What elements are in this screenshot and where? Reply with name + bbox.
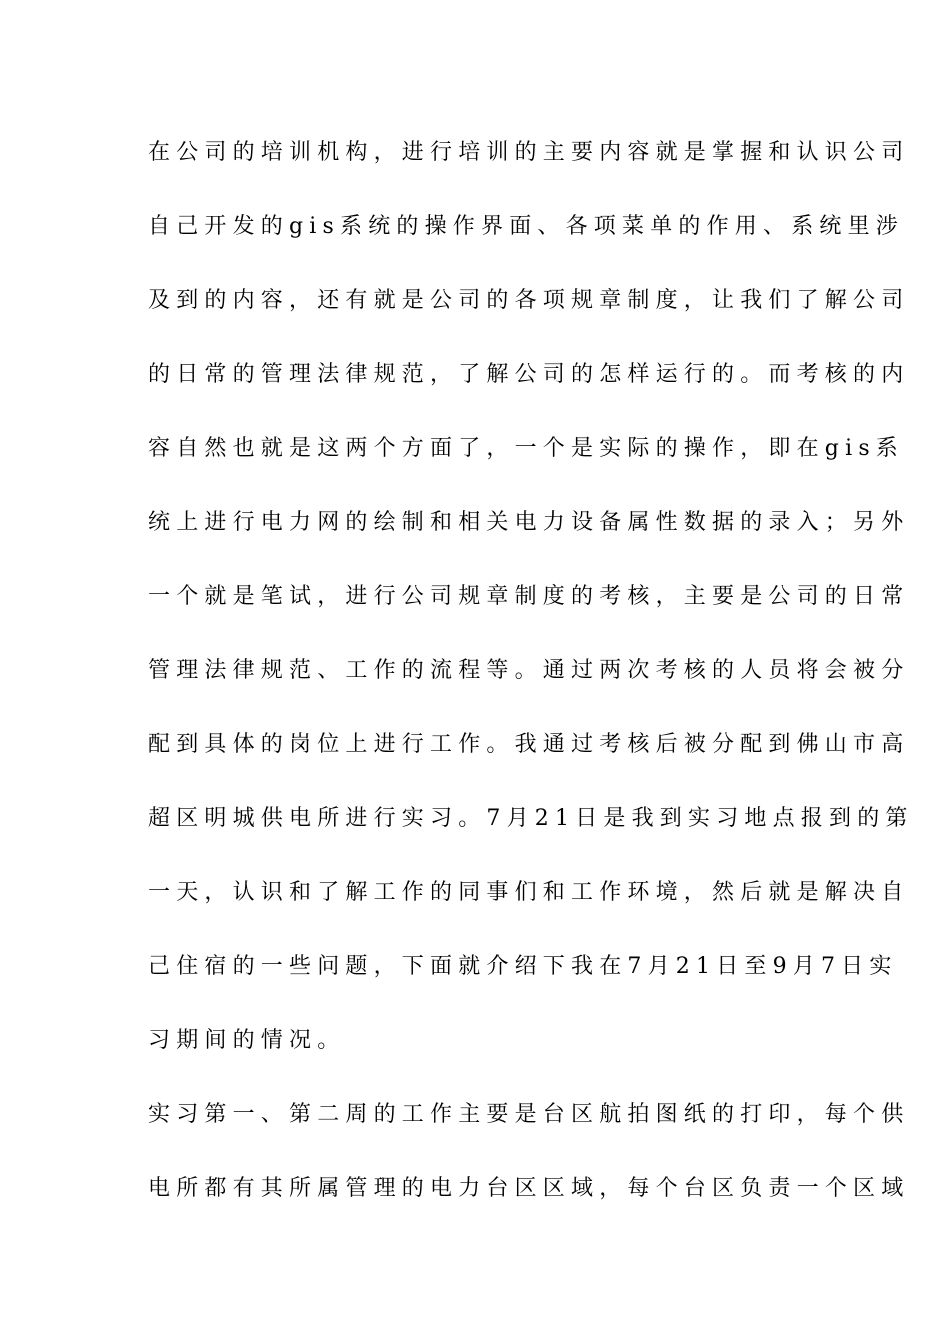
text-line: 及到的内容，还有就是公司的各项规章制度，让我们了解公司 xyxy=(148,288,910,313)
text-line: 己住宿的一些问题，下面就介绍下我在7月21日至9月7日实 xyxy=(148,954,898,979)
text-line: 自己开发的gis系统的操作界面、各项菜单的作用、系统里涉 xyxy=(148,214,905,239)
text-line: 一天，认识和了解工作的同事们和工作环境，然后就是解决自 xyxy=(148,880,910,905)
text-line: 实习第一、第二周的工作主要是台区航拍图纸的打印，每个供 xyxy=(148,1102,910,1127)
text-line: 管理法律规范、工作的流程等。通过两次考核的人员将会被分 xyxy=(148,658,910,683)
text-line: 配到具体的岗位上进行工作。我通过考核后被分配到佛山市高 xyxy=(148,732,910,757)
text-line: 一个就是笔试，进行公司规章制度的考核，主要是公司的日常 xyxy=(148,584,910,609)
text-line: 电所都有其所属管理的电力台区区域，每个台区负责一个区域 xyxy=(148,1176,910,1201)
text-line: 的日常的管理法律规范，了解公司的怎样运行的。而考核的内 xyxy=(148,362,910,387)
text-line: 超区明城供电所进行实习。7月21日是我到实习地点报到的第 xyxy=(148,806,914,831)
body-text xyxy=(148,133,914,1243)
text-line: 容自然也就是这两个方面了，一个是实际的操作，即在gis系 xyxy=(148,436,905,461)
text-line: 在公司的培训机构，进行培训的主要内容就是掌握和认识公司 xyxy=(148,140,910,165)
text-line: 统上进行电力网的绘制和相关电力设备属性数据的录入；另外 xyxy=(148,510,910,535)
text-line: 习期间的情况。 xyxy=(148,1028,346,1053)
